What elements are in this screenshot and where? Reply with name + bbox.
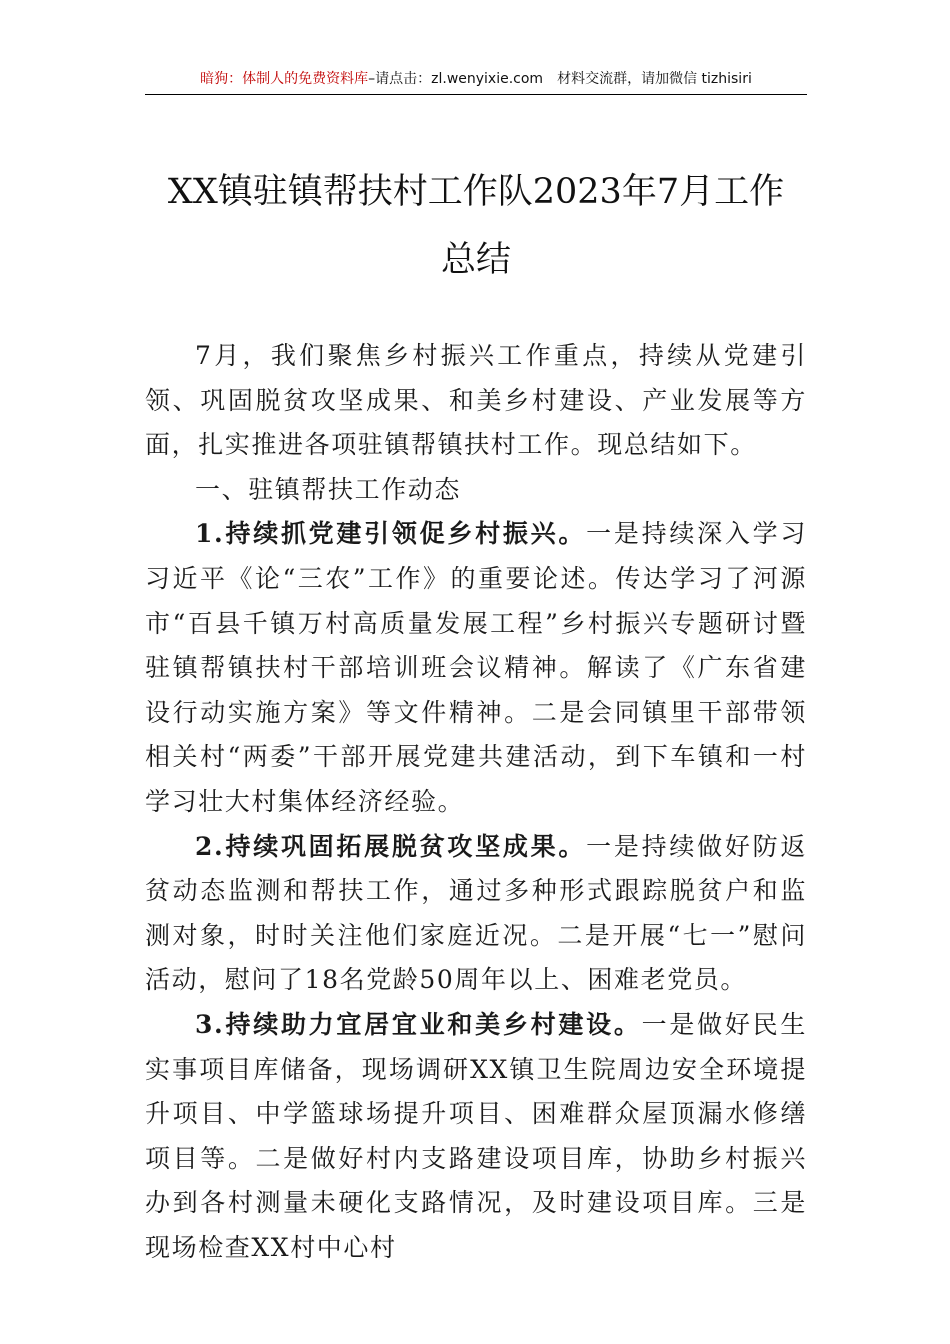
header-ad-title: 暗狗：体制人的免费资料库 xyxy=(200,71,369,87)
item-lead: 1.持续抓党建引领促乡村振兴。 xyxy=(195,519,587,549)
document-body xyxy=(145,334,807,1270)
document-title-line1: XX镇驻镇帮扶村工作队2023年7月工作 xyxy=(167,172,785,212)
list-item xyxy=(145,825,807,1003)
list-item xyxy=(145,512,807,824)
intro-paragraph: 7月，我们聚焦乡村振兴工作重点，持续从党建引领、巩固脱贫攻坚成果、和美乡村建设、产业发展等方面，扎实推进各项驻镇帮镇扶村工作。现总结如下。 xyxy=(145,341,807,460)
document-title-line2: 总结 xyxy=(440,240,511,280)
item-lead: 3.持续助力宜居宜业和美乡村建设。 xyxy=(195,1009,642,1039)
header-ad-wechat: 材料交流群，请加微信 tizhisiri xyxy=(557,71,752,87)
item-text: 一是做好民生实事项目库储备，现场调研XX镇卫生院周边安全环境提升项目、中学篮球场提升项目、困难群众屋顶漏水修缮项目等。二是做好村内支路建设项目库，协助乡村振兴办到各村测量未硬化支路情况，及时建设项目库。三是现场检查XX村中心村 xyxy=(145,1009,807,1262)
page-header-banner xyxy=(145,68,807,95)
header-ad-link[interactable]: –请点击：zl.wenyixie.com xyxy=(368,71,544,87)
list-item xyxy=(145,1003,807,1271)
item-lead: 2.持续巩固拓展脱贫攻坚成果。 xyxy=(195,831,587,861)
item-text: 一是持续做好防返贫动态监测和帮扶工作，通过多种形式跟踪脱贫户和监测对象，时时关注他们家庭近况。二是开展“七一”慰问活动，慰问了18名党龄50周年以上、困难老党员。 xyxy=(145,831,807,995)
section-heading: 一、驻镇帮扶工作动态 xyxy=(195,474,462,504)
item-text: 一是持续深入学习习近平《论“三农”工作》的重要论述。传达学习了河源市“百县千镇万村高质量发展工程”乡村振兴专题研讨暨驻镇帮镇扶村干部培训班会议精神。解读了《广东省建设行动实施方案》等文件精神。二是会同镇里干部带领相关村“两委”干部开展党建共建活动，到下车镇和一村学习壮大村集体经济经验。 xyxy=(145,519,807,816)
